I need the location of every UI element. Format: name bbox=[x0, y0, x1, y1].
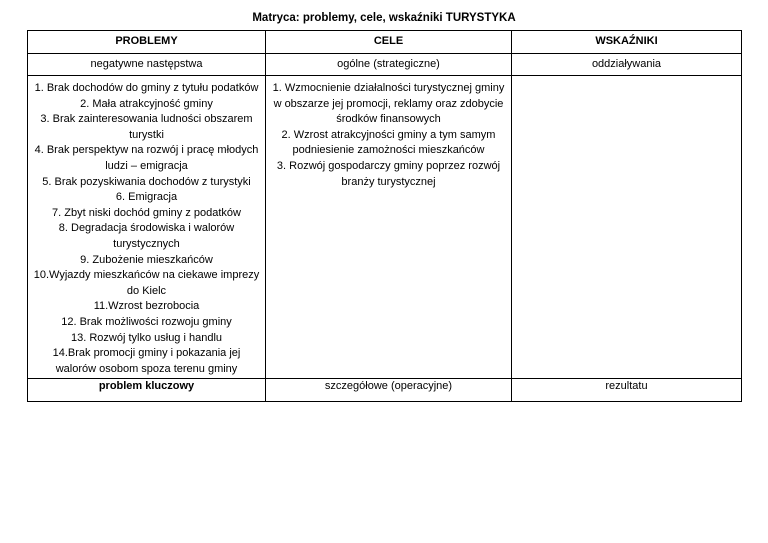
problem-item: 6. Emigracja bbox=[115, 191, 178, 204]
content-row bbox=[28, 76, 742, 379]
problem-item: 10.Wyjazdy mieszkańców na ciekawe imprezy do Kielc bbox=[33, 269, 260, 297]
problems-cell bbox=[28, 76, 266, 379]
problem-item: 12. Brak możliwości rozwoju gminy bbox=[61, 315, 232, 328]
header-goals: CELE bbox=[266, 31, 512, 54]
matrix-table bbox=[27, 30, 742, 402]
header-indicators: WSKAŹNIKI bbox=[512, 31, 742, 54]
problem-item: 1. Brak dochodów do gminy z tytułu podatków bbox=[34, 82, 259, 94]
problem-item: 5. Brak pozyskiwania dochodów z turystyki bbox=[42, 175, 251, 188]
subheader-indicators: oddziaływania bbox=[512, 54, 742, 76]
footer-problems: problem kluczowy bbox=[28, 379, 266, 402]
subheader-row bbox=[28, 54, 742, 76]
goals-cell bbox=[266, 76, 512, 379]
document-title: Matryca: problemy, cele, wskaźniki TURYSTYKA bbox=[252, 12, 516, 24]
goal-item: 3. Rozwój gospodarczy gminy poprzez rozwój branży turystycznej bbox=[276, 159, 501, 188]
goals-list bbox=[269, 81, 508, 190]
problem-item: 3. Brak zainteresowania ludności obszarem turystki bbox=[40, 113, 253, 141]
problem-item: 11.Wzrost bezrobocia bbox=[93, 300, 200, 313]
problem-item: 7. Zbyt niski dochód gminy z podatków bbox=[52, 206, 241, 219]
goal-item: 2. Wzrost atrakcyjności gminy a tym samym podniesienie zamożności mieszkańców bbox=[281, 128, 496, 157]
problem-item: 4. Brak perspektyw na rozwój i pracę młodych ludzi – emigracja bbox=[34, 144, 259, 172]
goal-item: 1. Wzmocnienie działalności turystycznej gminy w obszarze jej promocji, reklamy oraz zdobycie środków finansowych bbox=[272, 82, 505, 126]
problem-item: 8. Degradacja środowiska i walorów turystycznych bbox=[58, 222, 235, 250]
footer-goals: szczegółowe (operacyjne) bbox=[266, 379, 512, 402]
header-problems: PROBLEMY bbox=[28, 31, 266, 54]
subheader-goals: ogólne (strategiczne) bbox=[266, 54, 512, 76]
problem-item: 2. Mała atrakcyjność gminy bbox=[80, 97, 213, 110]
problems-list bbox=[31, 81, 262, 377]
problem-item: 14.Brak promocji gminy i pokazania jej walorów osobom spoza terenu gminy bbox=[52, 347, 241, 375]
problem-item: 9. Zubożenie mieszkańców bbox=[80, 253, 213, 266]
subheader-problems: negatywne następstwa bbox=[28, 54, 266, 76]
problem-item: 13. Rozwój tylko usług i handlu bbox=[70, 331, 223, 344]
indicators-cell bbox=[512, 76, 742, 379]
header-row bbox=[28, 31, 742, 54]
footer-row bbox=[28, 379, 742, 402]
footer-indicators: rezultatu bbox=[512, 379, 742, 402]
